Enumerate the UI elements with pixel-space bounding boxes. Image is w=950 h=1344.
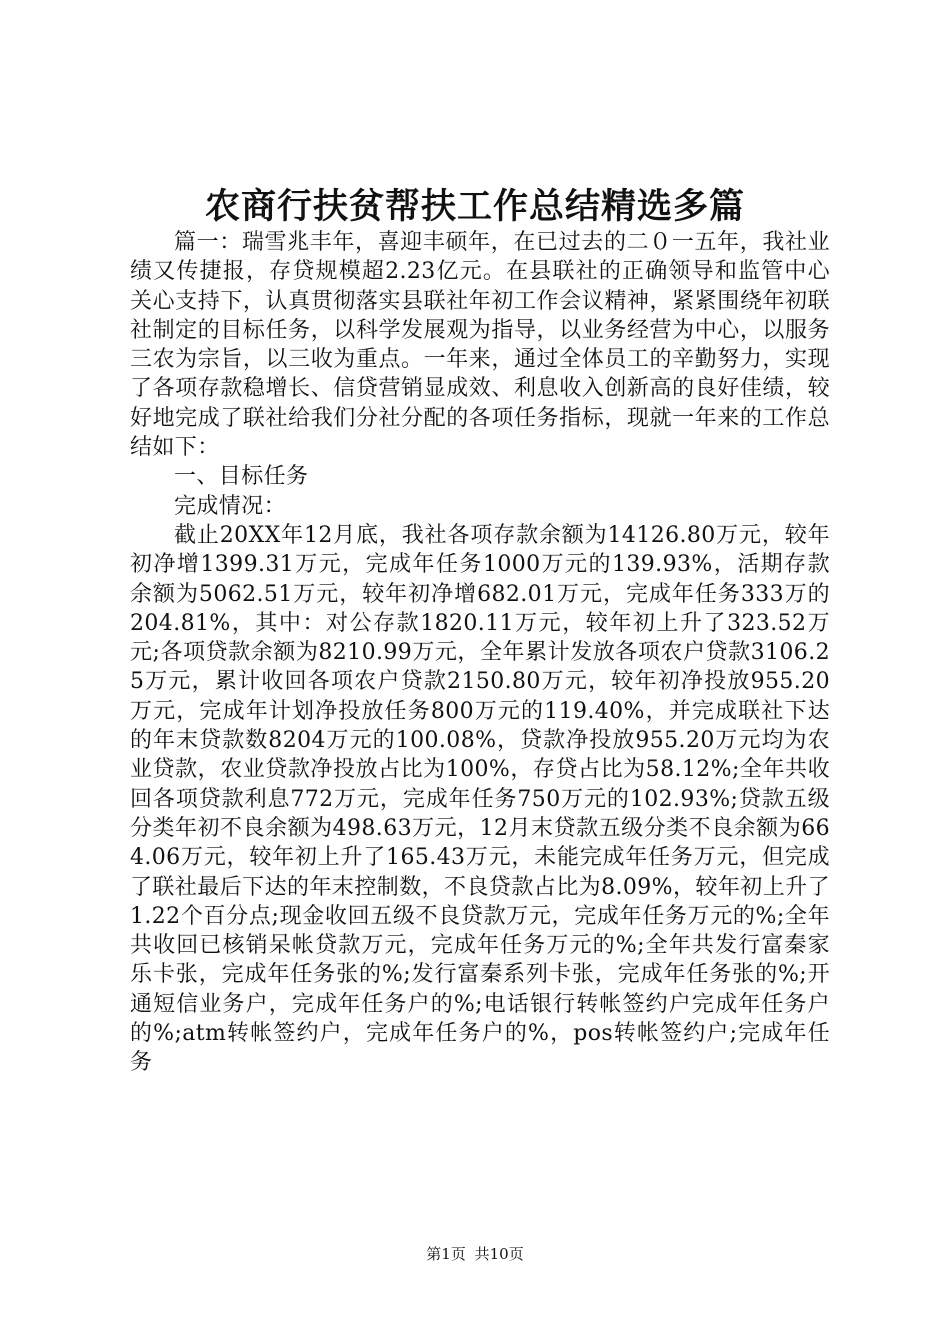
paragraph-details: 截止20XX年12月底，我社各项存款余额为14126.80万元，较年初净增1399.31万元，完成年任务1000万元的139.93%，活期存款余额为5062.51万元，较年初净增682.01万元，完成年任务333万的204.81%，其中：对公存款1820.11万元，较年初上升了323.52万元;各项贷款余额为8210.99万元，全年累计发放各项农户贷款3106.25万元，累计收回各项农户贷款2150.80万元，较年初净投放955.20万元，完成年计划净投放任务800万元的119.40%，并完成联社下达的年末贷款数8204万元的100.08%，贷款净投放955.20万元均为农业贷款，农业贷款净投放占比为100%，存贷占比为58.12%;全年共收回各项贷款利息772万元，完成年任务750万元的102.93%;贷款五级分类年初不良余额为498.63万元，12月末贷款五级分类不良余额为664.06万元，较年初上升了165.43万元，未能完成年任务万元，但完成了联社最后下达的年末控制数，不良贷款占比为8.09%，较年初上升了1.22个百分点;现金收回五级不良贷款万元，完成年任务万元的%;全年共收回已核销呆帐贷款万元，完成年任务万元的%;全年共发行富秦家乐卡张，完成年任务张的%;发行富秦系列卡张，完成年任务张的%;开通短信业务户，完成年任务户的%;电话银行转帐签约户完成年任务户的%;atm转帐签约户，完成年任务户的%，pos转帐签约户;完成年任务 — [130, 522, 830, 1076]
page-number: 第1页 — [426, 1245, 466, 1263]
paragraph-intro: 篇一：瑞雪兆丰年，喜迎丰硕年，在已过去的二０一五年，我社业绩又传捷报，存贷规模超2.23亿元。在县联社的正确领导和监管中心关心支持下，认真贯彻落实县联社年初工作会议精神，紧紧围绕年初联社制定的目标任务，以科学发展观为指导，以业务经营为中心，以服务三农为宗旨，以三收为重点。一年来，通过全体员工的辛勤努力，实现了各项存款稳增长、信贷营销显成效、利息收入创新高的良好佳绩，较好地完成了联社给我们分社分配的各项任务指标，现就一年来的工作总结如下： — [130, 230, 830, 461]
document-title: 农商行扶贫帮扶工作总结精选多篇 — [204, 186, 745, 227]
page-footer — [0, 1244, 950, 1264]
document-body — [130, 228, 830, 1078]
section-heading: 一、目标任务 — [174, 464, 309, 490]
page-total: 共10页 — [474, 1245, 524, 1263]
subsection-heading: 完成情况： — [174, 493, 287, 519]
